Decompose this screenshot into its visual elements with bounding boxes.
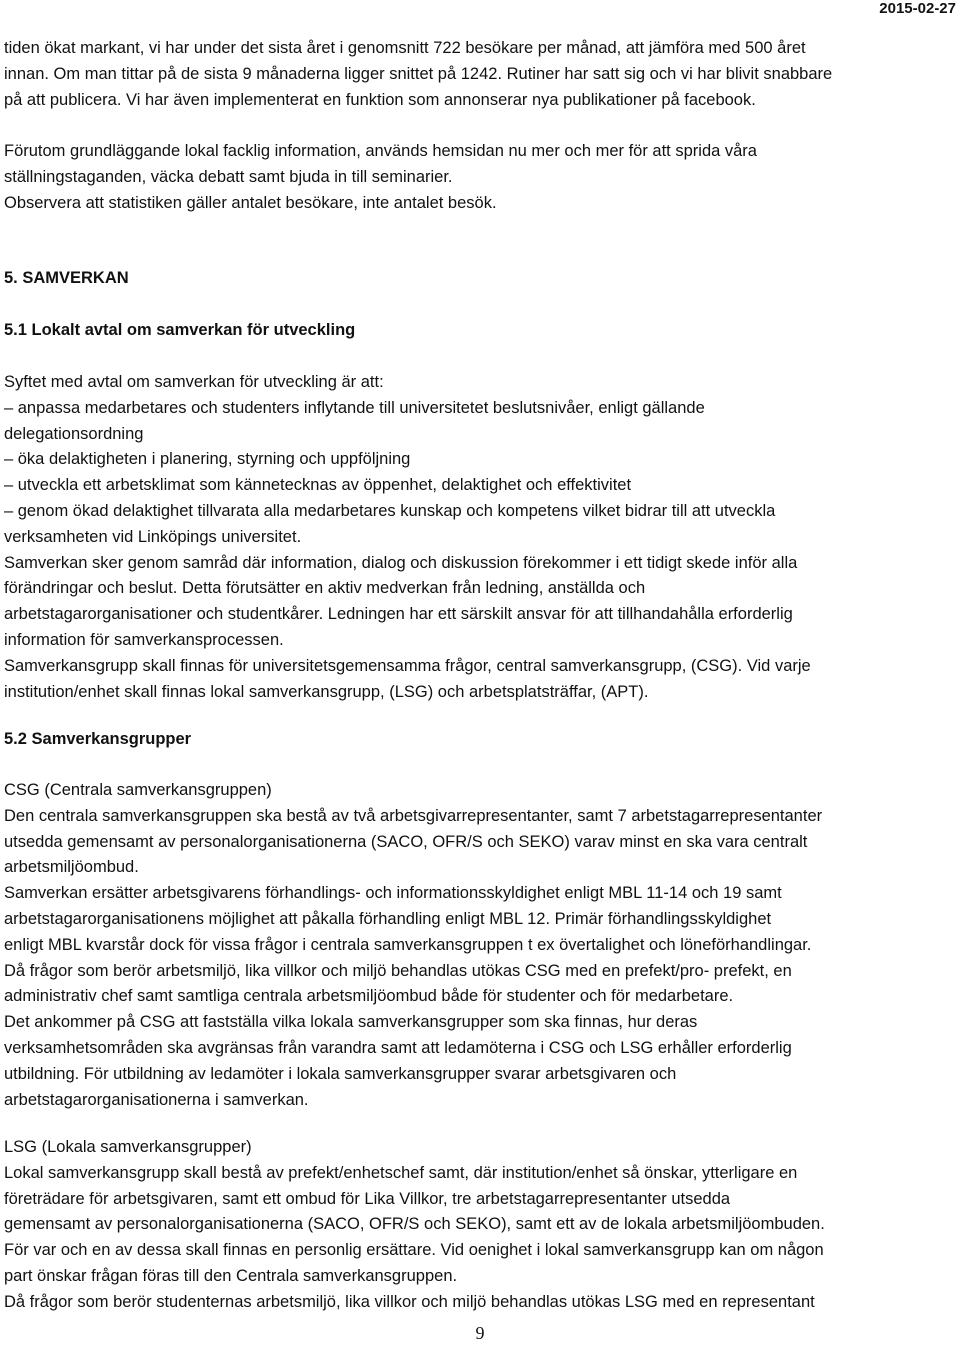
body-line: För var och en av dessa skall finnas en personlig ersättare. Vid oenighet i lokal samverkansgrupp kan om någon <box>4 1241 824 1260</box>
intro-paragraph <box>4 36 956 113</box>
intro-line: tiden ökat markant, vi har under det sista året i genomsnitt 722 besökare per månad, att jämföra med 500 året <box>4 39 806 57</box>
body-line: Då frågor som berör arbetsmiljö, lika villkor och miljö behandlas utökas CSG med en prefekt/pro- prefekt, en <box>4 961 792 980</box>
paragraph-line: ställningstaganden, väcka debatt samt bjuda in till seminarier. <box>4 167 453 186</box>
intro-line: innan. Om man tittar på de sista 9 månaderna ligger snittet på 1242. Rutiner har satt sig och vi har blivit snabbare <box>4 64 833 83</box>
body-line: – öka delaktigheten i planering, styrning och uppföljning <box>4 450 411 469</box>
body-line: Samverkan sker genom samråd där information, dialog och diskussion förekommer i ett tidigt skede inför alla <box>4 553 798 572</box>
body-line: part önskar frågan föras till den Centrala samverkansgruppen. <box>4 1266 458 1285</box>
website-paragraph <box>4 139 956 216</box>
body-line: Det ankommer på CSG att fastställa vilka lokala samverkansgrupper som ska finnas, hur deras <box>4 1013 698 1032</box>
body-line: arbetsmiljöombud. <box>4 858 139 877</box>
page-number: 9 <box>475 1323 485 1343</box>
body-line: delegationsordning <box>4 424 144 443</box>
paragraph-line: Förutom grundläggande lokal facklig information, används hemsidan nu mer och mer för att sprida våra <box>4 142 757 160</box>
section-5-heading: 5. SAMVERKAN <box>4 269 129 287</box>
lsg-section <box>4 1135 956 1316</box>
body-line: institution/enhet skall finnas lokal samverkansgrupp, (LSG) och arbetsplatsträffar, (APT). <box>4 682 649 701</box>
body-line: enligt MBL kvarstår dock för vissa frågor i centrala samverkansgruppen t ex övertalighet och löneförhandlingar. <box>4 935 812 954</box>
body-line: verksamheten vid Linköpings universitet. <box>4 527 302 546</box>
body-line: utsedda gemensamt av personalorganisationerna (SACO, OFR/S och SEKO) varav minst en ska vara centralt <box>4 832 808 851</box>
section-5-2-heading: 5.2 Samverkansgrupper <box>4 730 192 748</box>
body-line: – utveckla ett arbetsklimat som kännetecknas av öppenhet, delaktighet och effektivitet <box>4 476 632 495</box>
body-line: arbetstagarorganisationer och studentkårer. Ledningen har ett särskilt ansvar för att tillhandahålla erforderlig <box>4 605 793 624</box>
body-line: arbetstagarorganisationerna i samverkan. <box>4 1090 309 1109</box>
body-line: utbildning. För utbildning av ledamöter i lokala samverkansgrupper svarar arbetsgivaren och <box>4 1064 677 1083</box>
csg-subheading: CSG (Centrala samverkansgruppen) <box>4 781 272 799</box>
paragraph-line: Observera att statistiken gäller antalet besökare, inte antalet besök. <box>4 193 497 212</box>
body-line: Samverkansgrupp skall finnas för universitetsgemensamma frågor, central samverkansgrupp, (CSG). Vid varje <box>4 656 811 675</box>
body-line: administrativ chef samt samtliga centrala arbetsmiljöombud både för studenter och för medarbetare. <box>4 987 734 1006</box>
body-line: förändringar och beslut. Detta förutsätter en aktiv medverkan från ledning, anställda och <box>4 579 646 598</box>
body-line: Den centrala samverkansgruppen ska bestå av två arbetsgivarrepresentanter, samt 7 arbetstagarrepresentanter <box>4 806 823 825</box>
body-line: – genom ökad delaktighet tillvarata alla medarbetares kunskap och kompetens vilket bidrar till att utveckla <box>4 501 776 520</box>
body-line: gemensamt av personalorganisationerna (SACO, OFR/S och SEKO), samt ett av de lokala arbetsmiljöombuden. <box>4 1215 825 1234</box>
body-line: information för samverkansprocessen. <box>4 630 284 649</box>
body-line: Syftet med avtal om samverkan för utveckling är att: <box>4 373 384 391</box>
intro-line: på att publicera. Vi har även implementerat en funktion som annonserar nya publikationer på facebook. <box>4 90 756 109</box>
lsg-subheading: LSG (Lokala samverkansgrupper) <box>4 1138 252 1156</box>
section-5-1-heading: 5.1 Lokalt avtal om samverkan för utveckling <box>4 321 356 339</box>
body-line: verksamhetsområden ska avgränsas från varandra samt att ledamöterna i CSG och LSG erhåller erforderlig <box>4 1038 792 1057</box>
body-line: – anpassa medarbetares och studenters inflytande till universitetet beslutsnivåer, enligt gällande <box>4 398 705 417</box>
header-date: 2015-02-27 <box>879 0 956 17</box>
body-line: företrädare för arbetsgivaren, samt ett ombud för Lika Villkor, tre arbetstagarrepresentanter utsedda <box>4 1189 731 1208</box>
body-line: Samverkan ersätter arbetsgivarens förhandlings- och informationsskyldighet enligt MBL 11-14 och 19 samt <box>4 884 782 903</box>
body-line: arbetstagarorganisationens möjlighet att påkalla förhandling enligt MBL 12. Primär förhandlingsskyldighet <box>4 909 772 928</box>
body-line: Då frågor som berör studenternas arbetsmiljö, lika villkor och miljö behandlas utökas LSG med en representant <box>4 1292 815 1311</box>
csg-section <box>4 778 956 1113</box>
section-5-1-body <box>4 370 956 705</box>
body-line: Lokal samverkansgrupp skall bestå av prefekt/enhetschef samt, där institution/enhet så önskar, ytterligare en <box>4 1163 798 1182</box>
